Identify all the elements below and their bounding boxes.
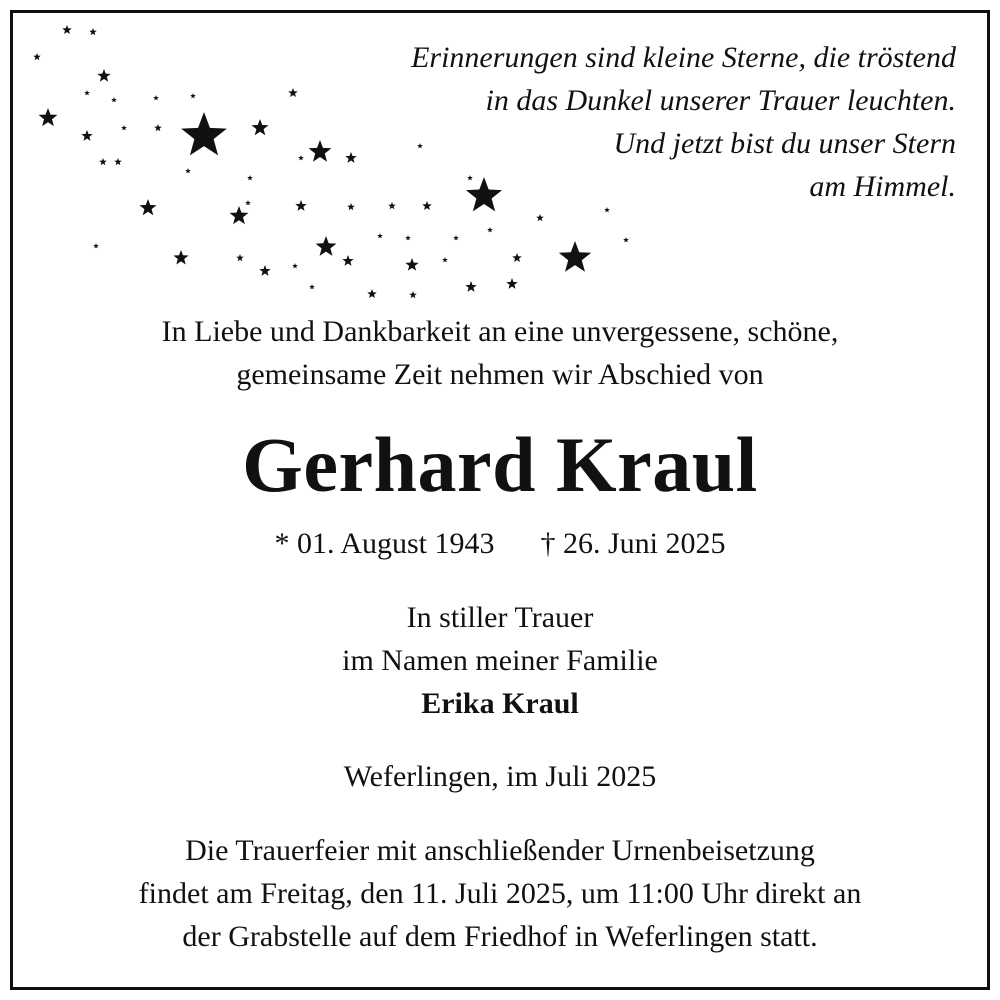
life-dates	[0, 522, 1000, 565]
star-icon	[295, 200, 306, 211]
star-icon	[97, 69, 110, 82]
star-icon	[121, 125, 127, 130]
star-icon	[251, 119, 268, 135]
star-icon	[465, 281, 476, 292]
star-icon	[38, 108, 57, 126]
star-icon	[259, 265, 270, 276]
star-icon	[236, 254, 244, 261]
star-icon	[292, 263, 298, 268]
star-icon	[33, 53, 41, 60]
funeral-notice	[0, 829, 1000, 958]
star-icon	[173, 250, 188, 264]
star-icon	[229, 206, 248, 224]
star-icon	[409, 291, 417, 298]
star-icon	[89, 28, 97, 35]
star-icon	[453, 235, 459, 240]
star-icon	[342, 255, 353, 266]
star-icon	[245, 200, 251, 205]
star-icon	[512, 253, 522, 262]
place-date: Weferlingen, im Juli 2025	[343, 760, 657, 793]
star-icon	[139, 199, 156, 215]
star-icon	[111, 97, 117, 102]
signer-name: Erika Kraul	[421, 687, 579, 720]
family-line: im Namen meiner Familie	[342, 644, 658, 677]
quote-block	[316, 36, 956, 208]
star-icon	[247, 175, 253, 180]
star-icon	[84, 90, 90, 95]
funeral-line: Die Trauerfeier mit anschließender Urnenbeisetzung	[185, 834, 815, 867]
star-icon	[536, 214, 544, 221]
birth-date: * 01. August 1943	[274, 527, 495, 560]
star-icon	[288, 88, 298, 97]
star-icon	[114, 158, 122, 165]
star-icon	[99, 158, 107, 165]
intro-line: In Liebe und Dankbarkeit an eine unvergessene, schöne,	[161, 315, 839, 348]
quote-line: Erinnerungen sind kleine Sterne, die tröstend	[411, 41, 956, 74]
star-icon	[181, 112, 227, 155]
star-icon	[405, 235, 411, 240]
star-icon	[190, 93, 196, 98]
mourning-line: In stiller Trauer	[406, 601, 594, 634]
death-date: † 26. Juni 2025	[540, 527, 726, 560]
star-icon	[442, 257, 448, 262]
intro-line: gemeinsame Zeit nehmen wir Abschied von	[236, 358, 764, 391]
star-icon	[81, 130, 92, 141]
mourners-block	[0, 596, 1000, 725]
intro-text	[0, 310, 1000, 396]
quote-line: in das Dunkel unserer Trauer leuchten.	[485, 84, 956, 117]
funeral-line: findet am Freitag, den 11. Juli 2025, um 11:00 Uhr direkt an	[138, 877, 862, 910]
star-icon	[377, 233, 383, 238]
star-icon	[559, 241, 591, 272]
star-icon	[298, 155, 304, 160]
star-icon	[153, 95, 159, 100]
star-icon	[309, 284, 315, 289]
star-icon	[185, 168, 191, 173]
star-icon	[487, 227, 493, 232]
quote-line: am Himmel.	[809, 170, 956, 203]
quote-line: Und jetzt bist du unser Stern	[613, 127, 956, 160]
star-icon	[316, 236, 337, 256]
star-icon	[506, 278, 517, 289]
star-icon	[623, 237, 629, 242]
star-icon	[367, 289, 377, 298]
funeral-line: der Grabstelle auf dem Friedhof in Weferlingen statt.	[182, 920, 818, 953]
star-icon	[405, 258, 418, 271]
star-icon	[62, 25, 72, 34]
star-icon	[154, 124, 162, 131]
deceased-name: Gerhard Kraul	[242, 421, 758, 508]
star-icon	[93, 243, 99, 248]
